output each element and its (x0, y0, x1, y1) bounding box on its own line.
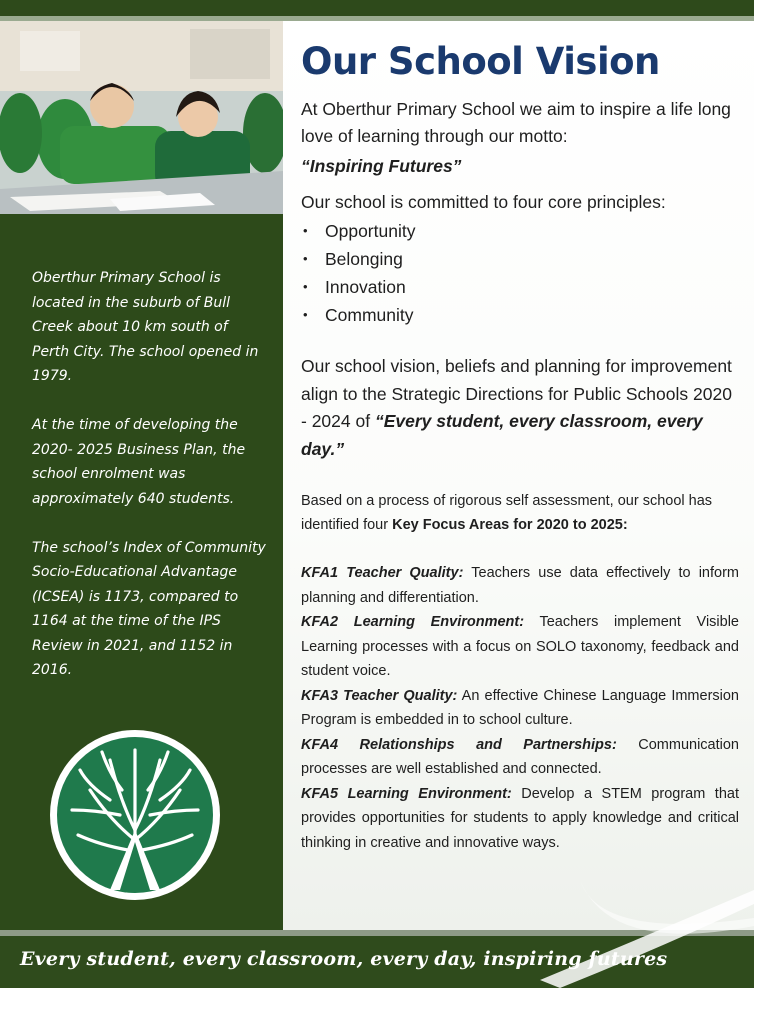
decorative-swoosh (540, 870, 754, 988)
kfa-label: KFA1 Teacher Quality: (301, 565, 464, 581)
intro-text: At Oberthur Primary School we aim to inspire a life long love of learning through our motto: (301, 99, 731, 146)
kfa-intro-heading: Key Focus Areas for 2020 to 2025: (392, 517, 628, 533)
school-motto: “Inspiring Futures” (301, 156, 462, 176)
list-item (301, 561, 739, 610)
kfa-description: Teachers implement Visible Learning processes with a focus on SOLO taxonomy, feedback and student voice. (301, 614, 739, 679)
core-principles-list (301, 217, 739, 329)
kfa-description: Teachers use data effectively to inform planning and differentiation. (301, 565, 739, 606)
list-item: • Community (301, 301, 739, 329)
top-band (0, 0, 754, 16)
classroom-photo (0, 21, 283, 214)
kfa-description: Communication processes are well established and connected. (301, 736, 739, 777)
kfa-description: An effective Chinese Language Immersion Program is embedded in to school culture. (301, 687, 739, 728)
school-tree-logo-icon (50, 730, 220, 900)
principles-intro: Our school is committed to four core principles: (301, 192, 666, 212)
kfa-label: KFA5 Learning Environment: (301, 785, 512, 802)
school-facts (32, 266, 268, 707)
strategic-directions-quote: “Every student, every classroom, every day.” (301, 411, 703, 459)
list-item: • Belonging (301, 245, 739, 273)
kfa-label: KFA2 Learning Environment: (301, 614, 525, 630)
footer-slogan: Every student, every classroom, every day, inspiring futures (20, 948, 668, 970)
list-item (301, 782, 739, 856)
kfa-description: Develop a STEM program that provides opportunities for students to apply knowledge and critical thinking in creative and innovative ways. (301, 785, 739, 851)
kfa-intro (301, 489, 739, 537)
list-item: • Innovation (301, 273, 739, 301)
list-item (301, 684, 739, 733)
kfa-intro-text: Based on a process of rigorous self assessment, our school has identified four (301, 493, 713, 533)
page-title: Our School Vision (301, 40, 660, 83)
list-item (301, 610, 739, 684)
vision-text: Our school vision, beliefs and planning for improvement align to the Strategic Directions for Public Schools 2020 - 2024 of (301, 356, 732, 431)
enrolment-paragraph: At the time of developing the 2020- 2025 Business Plan, the school enrolment was approximately 640 students. (32, 417, 246, 507)
kfa-label: KFA4 Relationships and Partnerships: (301, 736, 617, 753)
list-item (301, 733, 739, 782)
icsea-paragraph: The school’s Index of Community Socio-Educational Advantage (ICSEA) is 1173, compared to 1164 at the time of the IPS Review in 2021, and 1152 in 2016. (32, 539, 266, 678)
list-item: • Opportunity (301, 217, 739, 245)
key-focus-areas-list (301, 561, 739, 855)
kfa-label: KFA3 Teacher Quality: (301, 687, 458, 704)
school-location-paragraph: Oberthur Primary School is located in the suburb of Bull Creek about 10 km south of Perth City. The school opened in 1979. (32, 270, 259, 384)
vision-content (301, 96, 739, 855)
vision-statement (301, 353, 739, 463)
